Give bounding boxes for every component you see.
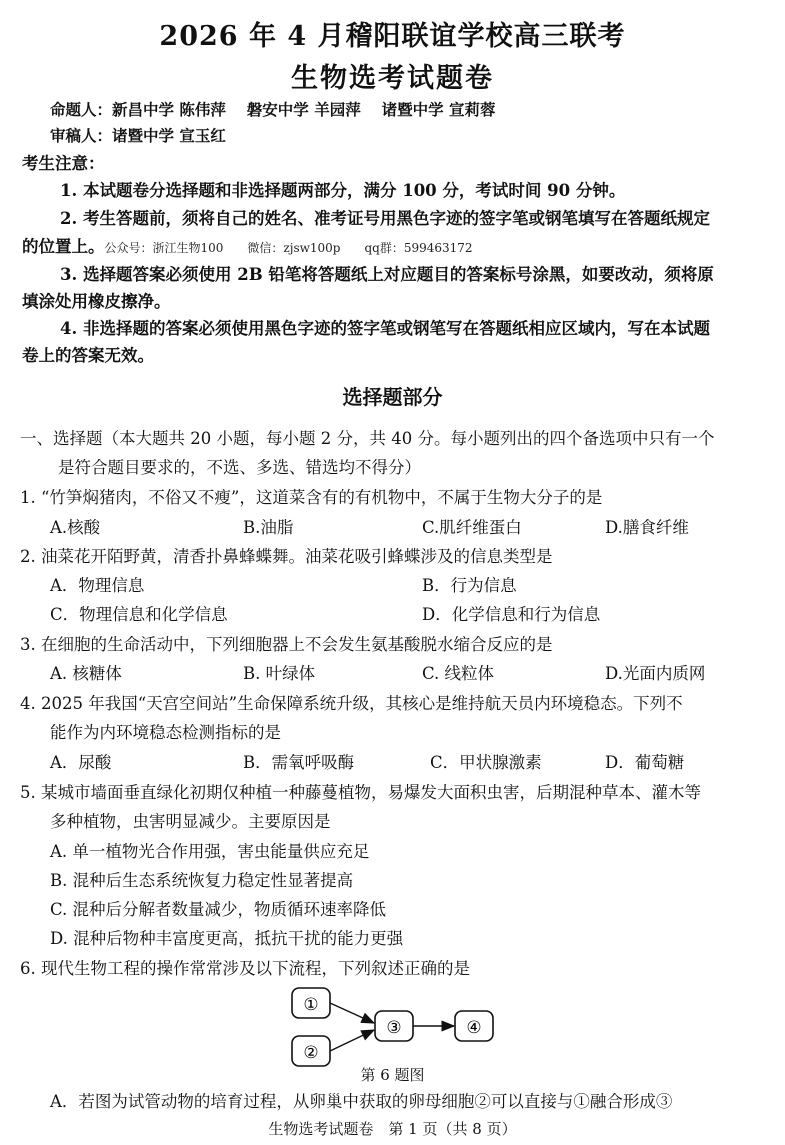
q3-option-a: A. 核糖体 (50, 664, 122, 683)
q2-option-d: D．化学信息和行为信息 (422, 605, 601, 624)
q4-options (50, 751, 750, 775)
q6-node-2-label: ② (303, 1043, 319, 1063)
q6-arrow-2-to-3 (330, 1030, 374, 1051)
notice-item-3a: 3. 选择题答案必须使用 2B 铅笔将答题纸上对应题目的答案标号涂黑，如要改动，须将原 (60, 265, 714, 284)
q6-flow-diagram (280, 982, 520, 1072)
notice-heading: 考生注意： (22, 154, 105, 173)
q2-stem: 2. 油菜花开陌野黄，清香扑鼻蜂蝶舞。油菜花吸引蜂蝶涉及的信息类型是 (20, 547, 553, 566)
notice-item-2a: 2. 考生答题前，须将自己的姓名、准考证号用黑色字迹的签字笔或钢笔填写在答题纸规定 (60, 209, 710, 228)
q1-option-d: D.膳食纤维 (605, 518, 689, 537)
q2-options-row1 (50, 574, 750, 598)
q3-option-b: B. 叶绿体 (243, 664, 316, 683)
q1-option-c: C.肌纤维蛋白 (422, 518, 522, 537)
q1-option-a: A.核酸 (50, 518, 101, 537)
reviewer-line: 审稿人：诸暨中学 宣玉红 (50, 126, 226, 145)
q5-stem-a: 5. 某城市墙面垂直绿化初期仅种植一种藤蔓植物，易爆发大面积虫害，后期混种草本、灌木等 (20, 783, 701, 802)
watermark-text: 公众号：浙江生物100 微信：zjsw100p qq群：599463172 (104, 241, 473, 255)
q4-option-b: B．需氧呼吸酶 (243, 753, 355, 772)
q6-figure-caption: 第 6 题图 (360, 1066, 425, 1084)
section-title: 选择题部分 (342, 385, 443, 409)
q6-node-1-label: ① (303, 995, 319, 1015)
q1-stem: 1. “竹笋焖猪肉，不俗又不瘦”，这道菜含有的有机物中，不属于生物大分子的是 (20, 488, 603, 507)
authors-line: 命题人：新昌中学 陈伟萍 磐安中学 羊园萍 诸暨中学 宣莉蓉 (50, 100, 496, 119)
exam-subtitle: 生物选考试题卷 (291, 63, 494, 94)
q4-option-c: C．甲状腺激素 (430, 753, 542, 772)
q4-option-a: A．尿酸 (50, 753, 112, 772)
notice-item-4a: 4. 非选择题的答案必须使用黑色字迹的签字笔或钢笔写在答题纸相应区域内，写在本试题 (60, 319, 710, 338)
q5-option-a: A. 单一植物光合作用强，害虫能量供应充足 (50, 842, 370, 861)
q6-node-4-label: ④ (466, 1018, 482, 1038)
q2-options-row2 (50, 603, 750, 627)
q4-stem-a: 4. 2025 年我国“天宫空间站”生命保障系统升级，其核心是维持航天员内环境稳态。下列不 (20, 694, 683, 713)
q2-option-b: B．行为信息 (422, 576, 517, 595)
notice-item-1: 1. 本试题卷分选择题和非选择题两部分，满分 100 分，考试时间 90 分钟。 (60, 181, 626, 200)
q1-options (50, 516, 750, 540)
q3-options (50, 662, 750, 686)
q3-option-c: C. 线粒体 (422, 664, 495, 683)
section-intro-b: 是符合题目要求的，不选、多选、错选均不得分） (58, 458, 421, 477)
q5-option-c: C. 混种后分解者数量减少，物质循环速率降低 (50, 900, 387, 919)
q5-stem-b: 多种植物，虫害明显减少。主要原因是 (50, 812, 331, 831)
q6-node-3-label: ③ (386, 1018, 402, 1038)
q6-stem: 6. 现代生物工程的操作常常涉及以下流程，下列叙述正确的是 (20, 959, 470, 978)
q6-option-a: A．若图为试管动物的培育过程，从卵巢中获取的卵母细胞②可以直接与①融合形成③ (50, 1092, 673, 1111)
q2-option-a: A．物理信息 (50, 576, 145, 595)
q6-arrow-1-to-3 (330, 1003, 374, 1023)
q1-option-b: B.油脂 (243, 518, 294, 537)
q5-option-d: D. 混种后物种丰富度更高，抵抗干扰的能力更强 (50, 929, 404, 948)
exam-title: 2026 年 4 月稽阳联谊学校高三联考 (159, 21, 626, 52)
q4-stem-b: 能作为内环境稳态检测指标的是 (50, 723, 281, 742)
page-footer: 生物选考试题卷 第 1 页（共 8 页） (268, 1120, 517, 1138)
q3-option-d: D.光面内质网 (605, 664, 706, 683)
notice-item-4b: 卷上的答案无效。 (22, 346, 154, 365)
notice-item-3b: 填涂处用橡皮擦净。 (22, 292, 171, 311)
notice-item-2b-row (22, 235, 473, 260)
notice-item-2b: 的位置上。 (22, 237, 105, 256)
q3-stem: 3. 在细胞的生命活动中，下列细胞器上不会发生氨基酸脱水缩合反应的是 (20, 635, 553, 654)
q2-option-c: C．物理信息和化学信息 (50, 605, 228, 624)
q4-option-d: D．葡萄糖 (605, 753, 685, 772)
q5-option-b: B. 混种后生态系统恢复力稳定性显著提高 (50, 871, 354, 890)
section-intro-a: 一、选择题（本大题共 20 小题，每小题 2 分，共 40 分。每小题列出的四个备选项中只有一个 (20, 429, 715, 448)
